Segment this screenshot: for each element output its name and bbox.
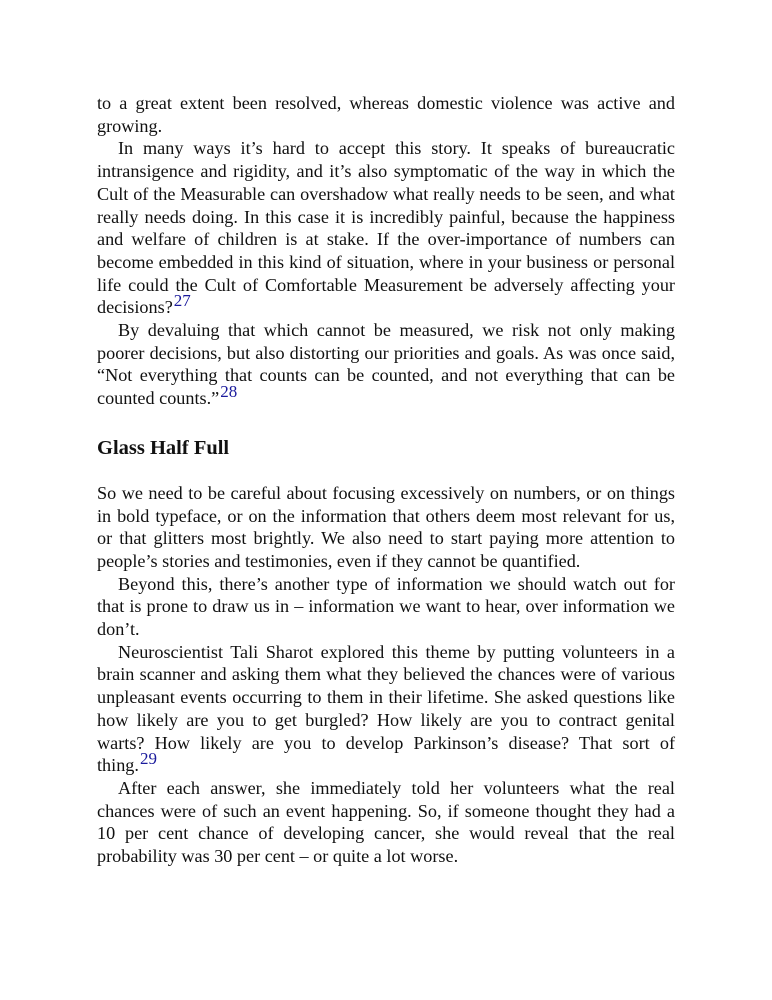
paragraph-text: By devaluing that which cannot be measured, we risk not only making poorer decisions, but also distorting our priorities and goals. As was once said, “Not everything that counts can be counted, and not everything that can be counted counts.”: [97, 320, 675, 409]
paragraph-text: So we need to be careful about focusing excessively on numbers, or on things in bold typeface, or on the information that others deem most relevant for us, or that glitters most brightly. We also need to start paying more attention to people’s stories and testimonies, even if they cannot be quantified.: [97, 482, 675, 571]
paragraph-text: Neuroscientist Tali Sharot explored this theme by putting volunteers in a brain scanner and asking them what they believed the chances were of various unpleasant events occurring to them in their lifetime. She asked questions like how likely are you to get burgled? How likely are you to contract genital warts? How likely are you to develop Parkinson’s disease? That sort of thing.: [97, 641, 675, 776]
paragraph-text: After each answer, she immediately told her volunteers what the real chances were of such an event happening. So, if someone thought they had a 10 per cent chance of developing cancer, she would reveal that the real probability was 30 per cent – or quite a lot worse.: [97, 777, 675, 867]
section-heading: Glass Half Full: [97, 436, 230, 459]
footnote-link-27[interactable]: 27: [173, 291, 191, 311]
paragraph-text: to a great extent been resolved, whereas domestic violence was active and growing.: [97, 93, 675, 136]
body-paragraph: [97, 777, 675, 868]
paragraph-text: Beyond this, there’s another type of information we should watch out for that is prone to draw us in – information we want to hear, over information we don’t.: [97, 573, 675, 640]
body-paragraph: [97, 319, 675, 410]
body-paragraph: [97, 92, 675, 137]
book-page: [97, 92, 675, 868]
body-paragraph: [97, 137, 675, 319]
footnote-link-29[interactable]: 29: [139, 749, 157, 769]
paragraph-text: In many ways it’s hard to accept this story. It speaks of bureaucratic intransigence and rigidity, and it’s also symptomatic of the way in which the Cult of the Measurable can overshadow what really needs to be seen, and what really needs doing. In this case it is incredibly painful, because the happiness and welfare of children is at stake. If the over-importance of numbers can become embedded in this kind of situation, where in your business or personal life could the Cult of Comfortable Measurement be adversely affecting your decisions?: [97, 138, 675, 318]
footnote-link-28[interactable]: 28: [220, 382, 238, 402]
body-paragraph: [97, 482, 675, 573]
body-paragraph: [97, 641, 675, 777]
body-paragraph: [97, 573, 675, 641]
